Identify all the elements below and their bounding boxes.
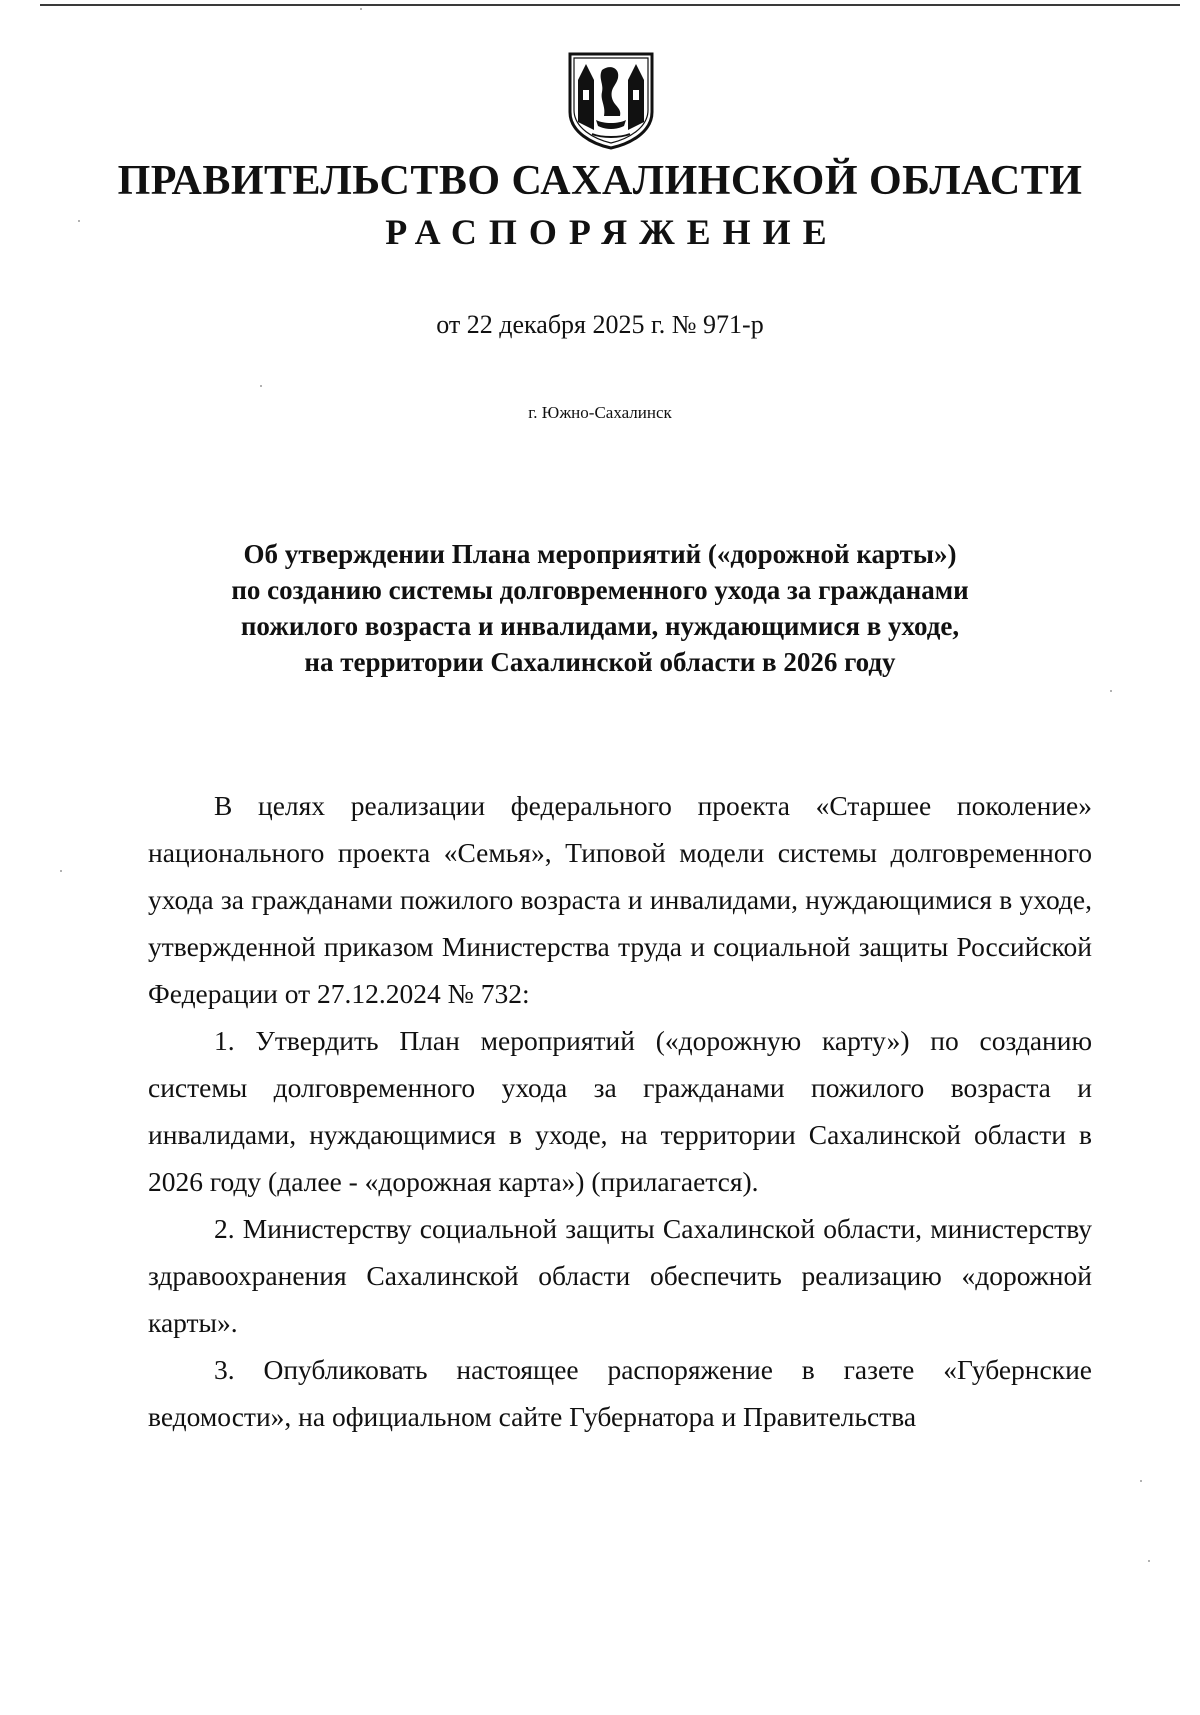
document-title: Об утверждении Плана мероприятий («дорожной карты») по созданию системы долговременного ухода за гражданами пожилого возраста и инвалидами, нуждающимися в уходе, на территории Сахалинской области в 2026 году <box>231 539 969 677</box>
scan-speck <box>1148 1560 1150 1562</box>
document-date-number: от 22 декабря 2025 г. № 971-р <box>436 310 764 339</box>
document-city: г. Южно-Сахалинск <box>528 403 672 422</box>
page-top-edge <box>40 4 1180 6</box>
scan-speck <box>1140 1480 1142 1482</box>
scan-speck <box>260 385 262 387</box>
scan-speck <box>78 220 80 222</box>
document-type: РАСПОРЯЖЕНИЕ <box>385 212 839 252</box>
document-body <box>148 782 1092 1440</box>
order-item-2: 2. Министерству социальной защиты Сахалинской области, министерству здравоохранения Сахалинской области обеспечить реализацию «дорожной карты». <box>148 1213 1092 1338</box>
sakhalin-coat-of-arms-icon <box>566 50 656 150</box>
preamble-paragraph: В целях реализации федерального проекта «Старшее поколение» национального проекта «Семья», Типовой модели системы долговременного ухода за гражданами пожилого возраста и инвалидами, нуждающимися в уходе, утвержденной приказом Министерства труда и социальной защиты Российской Федерации от 27.12.2024 № 732: <box>148 790 1092 1009</box>
order-item-3: 3. Опубликовать настоящее распоряжение в газете «Губернские ведомости», на официальном сайте Губернатора и Правительства <box>148 1354 1092 1432</box>
scan-speck <box>60 870 62 872</box>
organization-name: ПРАВИТЕЛЬСТВО САХАЛИНСКОЙ ОБЛАСТИ <box>117 158 1083 204</box>
order-item-1: 1. Утвердить План мероприятий («дорожную карту») по созданию системы долговременного ухода за гражданами пожилого возраста и инвалидами, нуждающимися в уходе, на территории Сахалинской области в 2026 году (далее - «дорожная карта») (прилагается). <box>148 1025 1092 1197</box>
scan-speck <box>1110 690 1112 692</box>
scan-speck <box>360 8 362 10</box>
